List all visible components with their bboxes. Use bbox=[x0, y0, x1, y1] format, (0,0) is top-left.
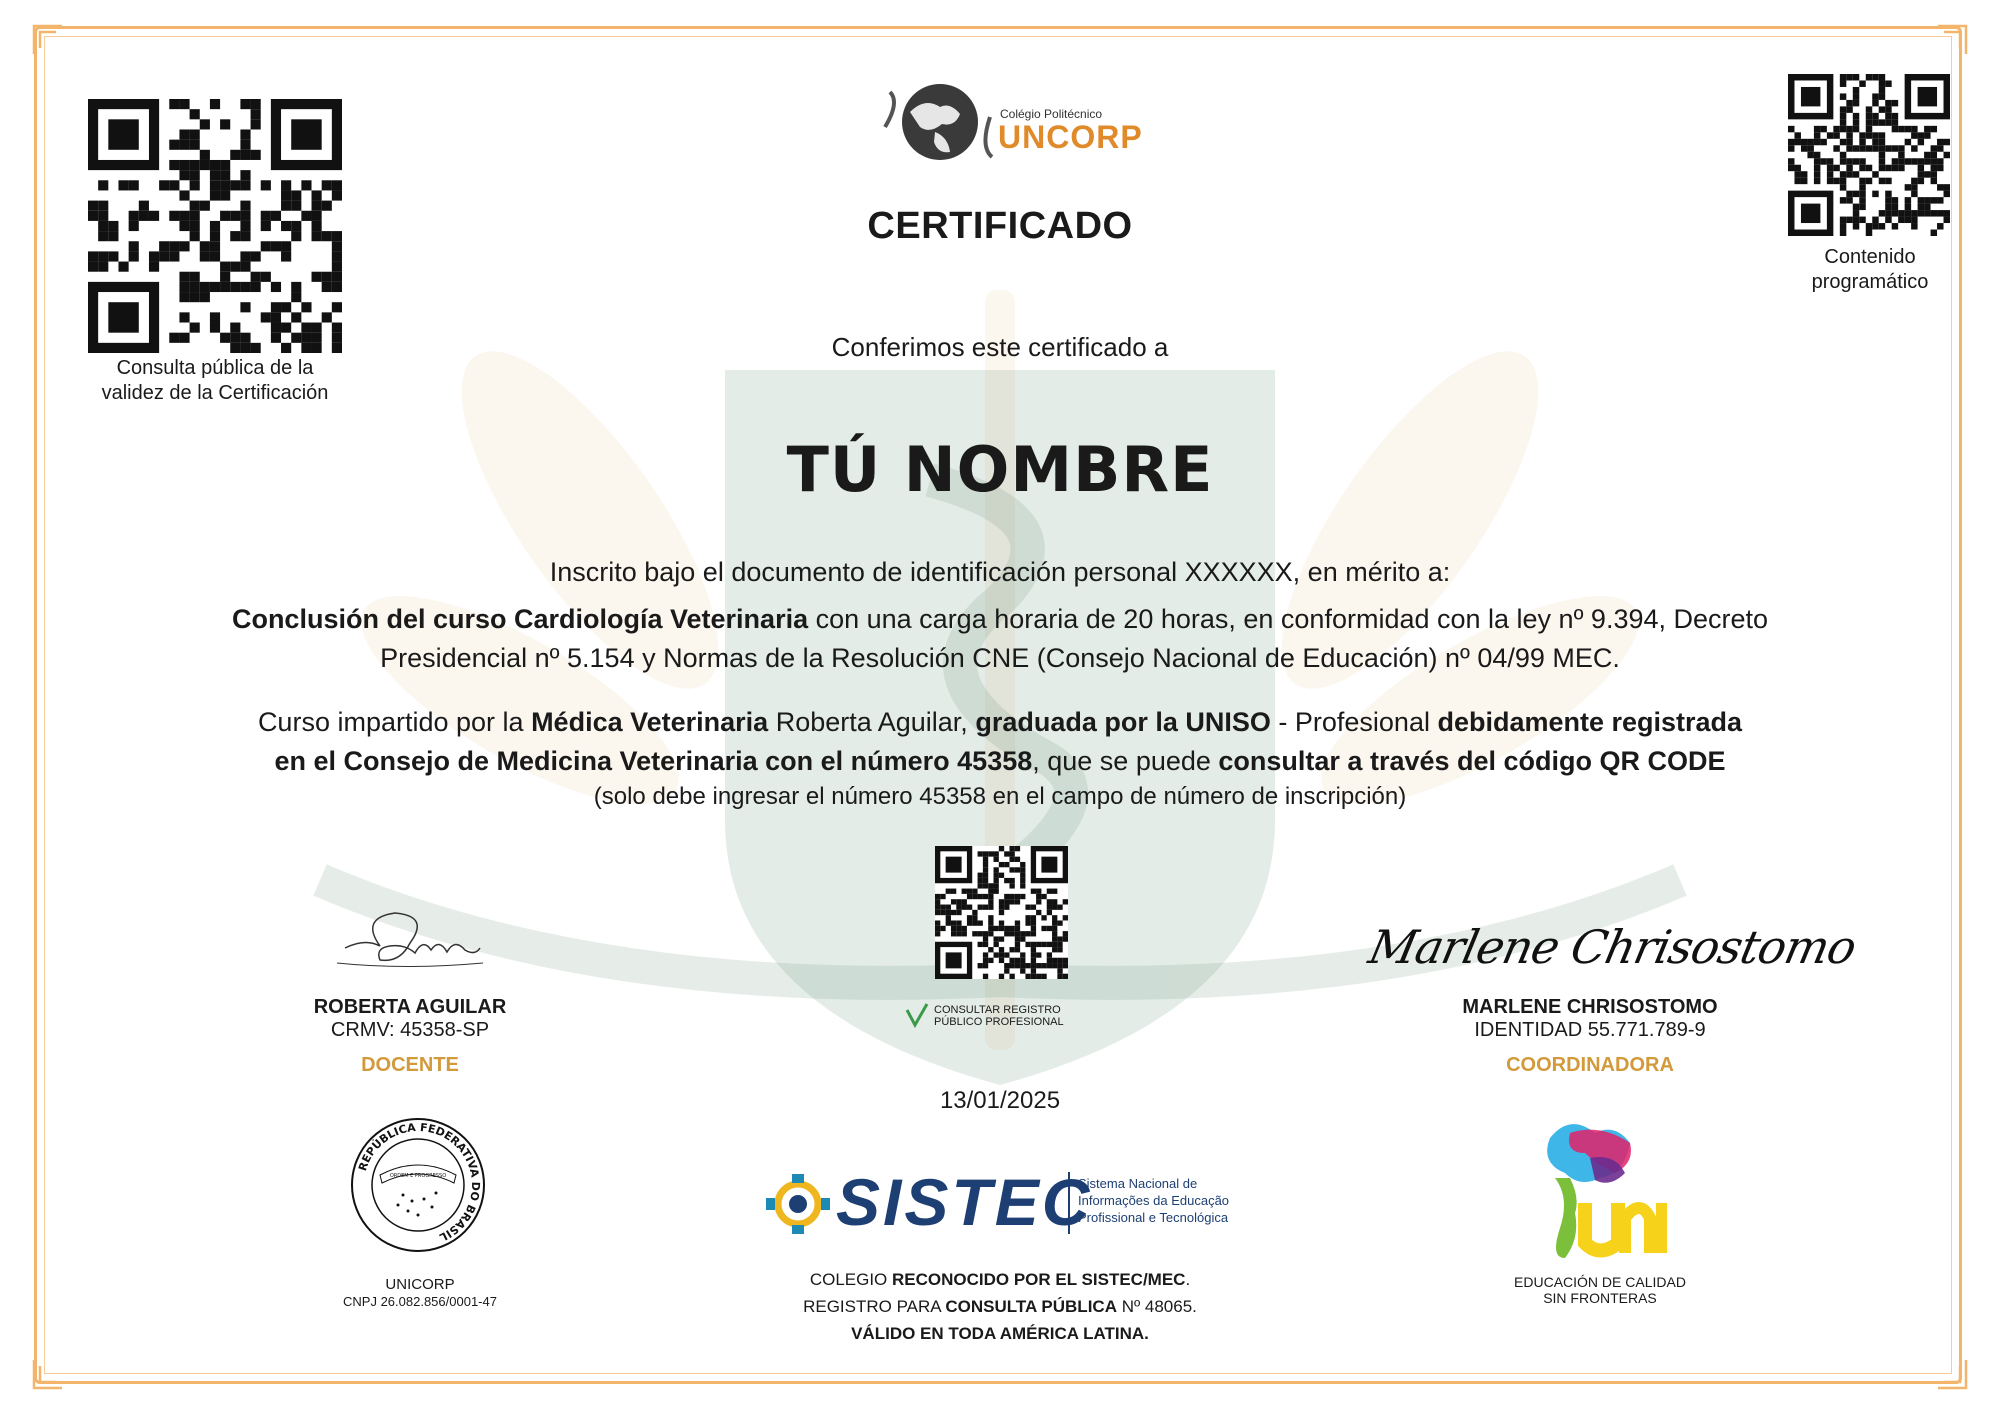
docente-block bbox=[240, 996, 580, 1077]
sistec-desc bbox=[1078, 1175, 1229, 1226]
issue-date: 13/01/2025 bbox=[939, 1087, 1061, 1114]
recipient-name: TÚ NOMBRE bbox=[786, 433, 1214, 506]
curso-bold: debidamente registrada bbox=[1437, 707, 1743, 737]
seal-cnpj: CNPJ 26.082.856/0001-47 bbox=[343, 1294, 497, 1309]
docente-name: ROBERTA AGUILAR bbox=[313, 996, 507, 1018]
qr-left-caption-line: validez de la Certificación bbox=[101, 382, 329, 404]
conclusion-text: con una carga horaria de 20 horas, en conformidad con la ley nº 9.394, Decreto bbox=[808, 604, 1769, 634]
qr-right-caption bbox=[1760, 245, 1980, 295]
uni-logo-icon bbox=[1530, 1118, 1670, 1268]
curso-bold: consultar a través del código QR CODE bbox=[1218, 746, 1726, 776]
footer-bold: RECONOCIDO POR EL SISTEC/MEC bbox=[892, 1270, 1186, 1289]
consult-qr-code-icon[interactable] bbox=[935, 846, 1068, 979]
conclusion-text-line2: Presidencial nº 5.154 y Normas de la Resolución CNE (Consejo Nacional de Educación) nº 04/99 MEC. bbox=[380, 643, 1620, 673]
course-conclusion: Conclusión del curso Cardiología Veterinaria bbox=[231, 604, 809, 634]
sistec-desc-line: Profissional e Tecnológica bbox=[1078, 1210, 1229, 1225]
brazil-seal-icon bbox=[348, 1115, 488, 1255]
docente-crmv: CRMV: 45358-SP bbox=[330, 1019, 490, 1041]
footer-text-part: COLEGIO bbox=[809, 1270, 892, 1289]
logo-brand bbox=[998, 119, 1143, 156]
corner-ornament-icon bbox=[1934, 1356, 1970, 1392]
docente-role: DOCENTE bbox=[361, 1054, 459, 1076]
qr-right-caption-line: Contenido bbox=[1824, 246, 1916, 268]
curso-text: Roberta Aguilar, bbox=[768, 707, 976, 737]
seal-band-text: ORDEM E PROGRESSO bbox=[389, 1173, 447, 1179]
certificate-title: CERTIFICADO bbox=[867, 205, 1133, 247]
curso-bold: en el Consejo de Medicina Veterinaria con el número 45358 bbox=[274, 746, 1033, 776]
curso-paragraph bbox=[150, 703, 1850, 781]
sistec-gear-logo-icon bbox=[762, 1172, 834, 1236]
consultar-label[interactable] bbox=[934, 1004, 1064, 1028]
sistec-desc-line: Sistema Nacional de bbox=[1078, 1176, 1198, 1191]
footer-text-part: REGISTRO PARA bbox=[803, 1297, 946, 1316]
curso-bold: Médica Veterinaria bbox=[531, 707, 769, 737]
inscrito-text: Inscrito bajo el documento de identificación personal XXXXXX, en mérito a: bbox=[549, 557, 1451, 587]
sistec-logo-text: SISTEC bbox=[836, 1165, 1093, 1239]
globe-logo-icon bbox=[880, 72, 1000, 172]
uni-caption-line: EDUCACIÓN DE CALIDAD bbox=[1514, 1274, 1686, 1290]
logo-brand-text: UNCORP bbox=[998, 119, 1143, 155]
coordinadora-name: MARLENE CHRISOSTOMO bbox=[1462, 996, 1718, 1018]
coordinadora-block bbox=[1420, 996, 1760, 1077]
seal-caption bbox=[280, 1276, 560, 1310]
logo-small-text: Colégio Politécnico bbox=[1000, 107, 1103, 121]
consultar-line: CONSULTAR REGISTRO bbox=[934, 1004, 1061, 1016]
curso-text: Curso impartido por la bbox=[257, 707, 532, 737]
qr-left-caption bbox=[60, 356, 370, 406]
qr-left-caption-line: Consulta pública de la bbox=[116, 357, 314, 379]
sistec-divider bbox=[1068, 1172, 1070, 1234]
seal-ring-text: REPÚBLICA FEDERATIVA DO BRASIL bbox=[356, 1120, 483, 1244]
uni-logo-text bbox=[1582, 1196, 1584, 1197]
curso-bold: graduada por la UNISO bbox=[975, 707, 1271, 737]
uni-caption-line: SIN FRONTERAS bbox=[1543, 1290, 1657, 1306]
footer-bold: CONSULTA PÚBLICA bbox=[945, 1297, 1117, 1316]
curso-text: - Profesional bbox=[1270, 707, 1438, 737]
uni-caption bbox=[1460, 1274, 1740, 1306]
curso-note: (solo debe ingresar el número 45358 en el campo de número de inscripción) bbox=[593, 783, 1407, 810]
footer-text bbox=[650, 1266, 1350, 1347]
footer-text-part: Nº 48065. bbox=[1116, 1297, 1197, 1316]
conferimos-text: Conferimos este certificado a bbox=[831, 332, 1169, 362]
coordinadora-signature: Marlene Chrisostomo bbox=[1364, 920, 1861, 974]
coordinadora-id: IDENTIDAD 55.771.789-9 bbox=[1474, 1019, 1706, 1041]
seal-org: UNICORP bbox=[385, 1276, 455, 1293]
program-qr-code-icon[interactable] bbox=[1788, 74, 1950, 236]
footer-bold: VÁLIDO EN TODA AMÉRICA LATINA. bbox=[851, 1324, 1149, 1343]
coordinadora-role: COORDINADORA bbox=[1506, 1054, 1674, 1076]
sistec-desc-line: Informações da Educação bbox=[1078, 1193, 1230, 1208]
qr-right-caption-line: programático bbox=[1811, 271, 1929, 293]
check-icon bbox=[904, 1002, 930, 1028]
docente-signature-icon bbox=[335, 908, 485, 978]
footer-text-part: . bbox=[1185, 1270, 1191, 1289]
consultar-line: PÚBLICO PROFESIONAL bbox=[934, 1016, 1064, 1028]
validity-qr-code-icon[interactable] bbox=[88, 99, 342, 353]
corner-ornament-icon bbox=[1934, 22, 1970, 58]
conclusion-paragraph bbox=[150, 600, 1850, 678]
corner-ornament-icon bbox=[30, 22, 66, 58]
corner-ornament-icon bbox=[30, 1356, 66, 1392]
curso-text: , que se puede bbox=[1032, 746, 1219, 776]
